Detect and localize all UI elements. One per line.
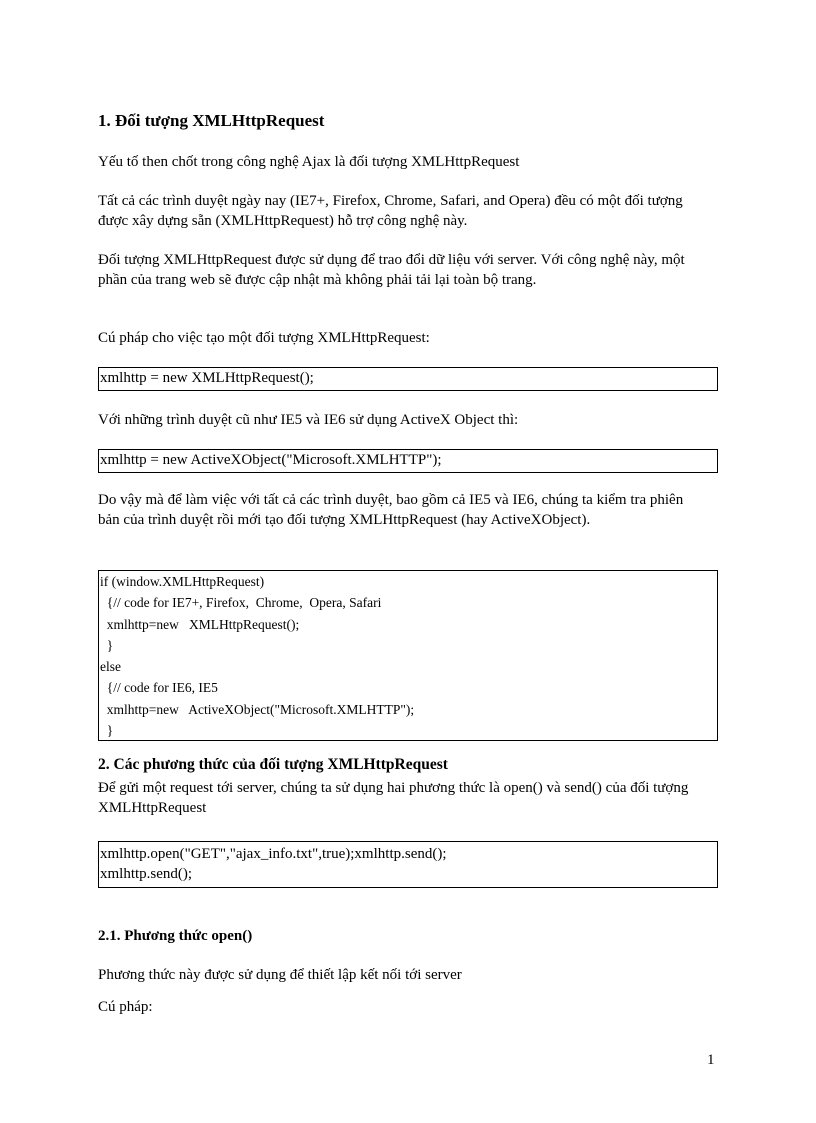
section-1-heading: 1. Đối tượng XMLHttpRequest [98, 111, 325, 130]
code-box-browser-check [98, 570, 718, 741]
section-2-heading: 2. Các phương thức của đối tượng XMLHttpRequest [98, 756, 448, 773]
code-line: xmlhttp.send(); [100, 866, 193, 882]
code-line: xmlhttp.open("GET","ajax_info.txt",true);xmlhttp.send(); [100, 846, 447, 862]
section-2-paragraph-1: Để gửi một request tới server, chúng ta sử dụng hai phương thức là open() và send() của đối tượng XMLHttpRequest [98, 780, 689, 816]
code-box-open-send [98, 841, 718, 888]
section-2-1-paragraph-2: Cú pháp: [98, 999, 153, 1015]
code-line: {// code for IE7+, Firefox, Chrome, Opera, Safari [100, 595, 382, 611]
section-1-paragraph-1: Yếu tố then chốt trong công nghệ Ajax là đối tượng XMLHttpRequest [98, 154, 520, 170]
section-1-paragraph-3: Đối tượng XMLHttpRequest được sử dụng để trao đổi dữ liệu với server. Với công nghệ này, một phần của trang web sẽ được cập nhật mà không phải tải lại toàn bộ trang. [98, 252, 685, 288]
section-1-paragraph-2: Tất cả các trình duyệt ngày nay (IE7+, Firefox, Chrome, Safari, and Opera) đều có một đối tượng được xây dựng sẵn (XMLHttpRequest) hỗ trợ công nghệ này. [98, 193, 683, 229]
page-number: 1 [707, 1052, 715, 1068]
code-box-xmlhttprequest [98, 367, 718, 391]
section-2-1-heading: 2.1. Phương thức open() [98, 928, 253, 944]
code-line: if (window.XMLHttpRequest) [100, 574, 265, 589]
section-1-paragraph-4: Cú pháp cho việc tạo một đối tượng XMLHttpRequest: [98, 330, 430, 346]
code-line: xmlhttp=new XMLHttpRequest(); [100, 616, 300, 632]
code-line: } [100, 723, 114, 739]
section-1-paragraph-5: Với những trình duyệt cũ như IE5 và IE6 sử dụng ActiveX Object thì: [98, 412, 519, 428]
code-line: xmlhttp=new ActiveXObject("Microsoft.XMLHTTP"); [100, 701, 415, 717]
code-line: } [100, 637, 114, 653]
code-line: xmlhttp = new XMLHttpRequest(); [100, 370, 314, 386]
code-line: {// code for IE6, IE5 [100, 680, 218, 696]
section-1-paragraph-6: Do vậy mà để làm việc với tất cả các trình duyệt, bao gồm cả IE5 và IE6, chúng ta kiểm tra phiên bản của trình duyệt rồi mới tạo đối tượng XMLHttpRequest (hay ActiveXObject). [98, 492, 684, 528]
code-line: else [100, 659, 121, 675]
section-2-1-paragraph-1: Phương thức này được sử dụng để thiết lập kết nối tới server [98, 967, 462, 983]
code-box-activexobject [98, 449, 718, 473]
code-line: xmlhttp = new ActiveXObject("Microsoft.XMLHTTP"); [100, 452, 442, 468]
